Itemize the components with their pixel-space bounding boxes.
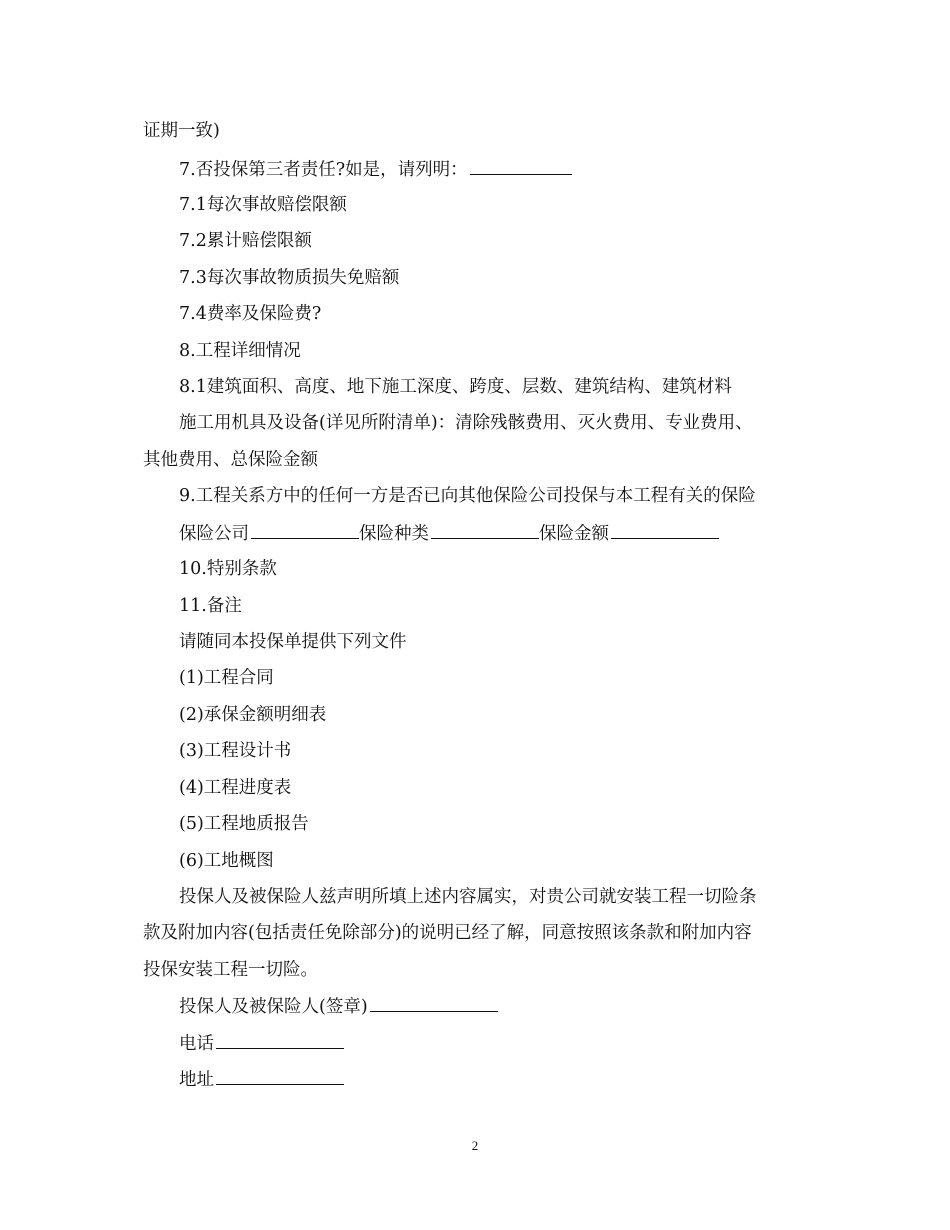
- address-row: [179, 1067, 810, 1092]
- company-label: 保险公司: [179, 524, 249, 544]
- page-number: 2: [471, 1138, 479, 1153]
- line-text: 7.3每次事故物质损失免赔额: [179, 268, 400, 288]
- line-text: 其他费用、总保险金额: [143, 450, 318, 470]
- address-blank[interactable]: [216, 1067, 344, 1085]
- phone-row: [179, 1031, 810, 1056]
- line-text: 10.特别条款: [179, 559, 277, 579]
- section-heading: [179, 557, 810, 581]
- line-text: (5)工程地质报告: [179, 814, 309, 834]
- fill-in-blank[interactable]: [470, 157, 572, 175]
- question-third-party-liability: [179, 157, 810, 182]
- amount-blank[interactable]: [611, 521, 719, 539]
- text-line: [179, 484, 810, 508]
- text-line: [179, 266, 810, 290]
- signature-row: [179, 994, 810, 1019]
- text-line: [143, 448, 810, 472]
- line-text: (4)工程进度表: [179, 778, 292, 798]
- phone-blank[interactable]: [216, 1031, 344, 1049]
- line-text: 请随同本投保单提供下列文件: [179, 632, 407, 652]
- address-label: 地址: [179, 1070, 214, 1090]
- line-text: 7.4费率及保险费?: [179, 304, 322, 324]
- declaration-text: [143, 921, 810, 945]
- type-label: 保险种类: [359, 524, 429, 544]
- list-item: [179, 812, 810, 836]
- line-text: 8.1建筑面积、高度、地下施工深度、跨度、层数、建筑结构、建筑材料: [179, 377, 732, 397]
- text-line: [179, 630, 810, 654]
- line-text: 证期一致): [143, 121, 220, 141]
- phone-label: 电话: [179, 1034, 214, 1054]
- type-blank[interactable]: [431, 521, 539, 539]
- list-item: [179, 739, 810, 763]
- line-text: 投保人及被保险人兹声明所填上述内容属实，对贵公司就安装工程一切险条: [179, 887, 757, 907]
- line-text: (2)承保金额明细表: [179, 705, 327, 725]
- line-text: 施工用机具及设备(详见所附清单)：清除残骸费用、灭火费用、专业费用、: [179, 413, 753, 433]
- text-line: [179, 302, 810, 326]
- section-heading: [179, 594, 810, 618]
- line-text: 9.工程关系方中的任何一方是否已向其他保险公司投保与本工程有关的保险: [179, 486, 756, 506]
- line-text: 7.1每次事故赔偿限额: [179, 195, 347, 215]
- text-line: [179, 193, 810, 217]
- line-text: (6)工地概图: [179, 851, 274, 871]
- line-text: 7.2累计赔偿限额: [179, 231, 312, 251]
- list-item: [179, 666, 810, 690]
- line-text: 款及附加内容(包括责任免除部分)的说明已经了解，同意按照该条款和附加内容: [143, 923, 752, 943]
- line-text: 8.工程详细情况: [179, 341, 301, 361]
- amount-label: 保险金额: [539, 524, 609, 544]
- text-line: [179, 411, 810, 435]
- text-line: [179, 375, 810, 399]
- signature-blank[interactable]: [370, 994, 498, 1012]
- signer-label: 投保人及被保险人(签章): [179, 997, 368, 1017]
- line-text: 投保安装工程一切险。: [143, 960, 318, 980]
- declaration-text: [179, 885, 810, 909]
- text-line: [143, 119, 810, 143]
- line-text: 7.否投保第三者责任?如是，请列明：: [179, 160, 468, 180]
- text-line: [179, 229, 810, 253]
- list-item: [179, 849, 810, 873]
- insurance-info-row: [179, 521, 810, 546]
- list-item: [179, 703, 810, 727]
- line-text: (1)工程合同: [179, 668, 274, 688]
- company-blank[interactable]: [251, 521, 359, 539]
- section-heading: [179, 339, 810, 363]
- line-text: 11.备注: [179, 596, 242, 616]
- line-text: (3)工程设计书: [179, 741, 292, 761]
- list-item: [179, 776, 810, 800]
- declaration-text: [143, 958, 810, 982]
